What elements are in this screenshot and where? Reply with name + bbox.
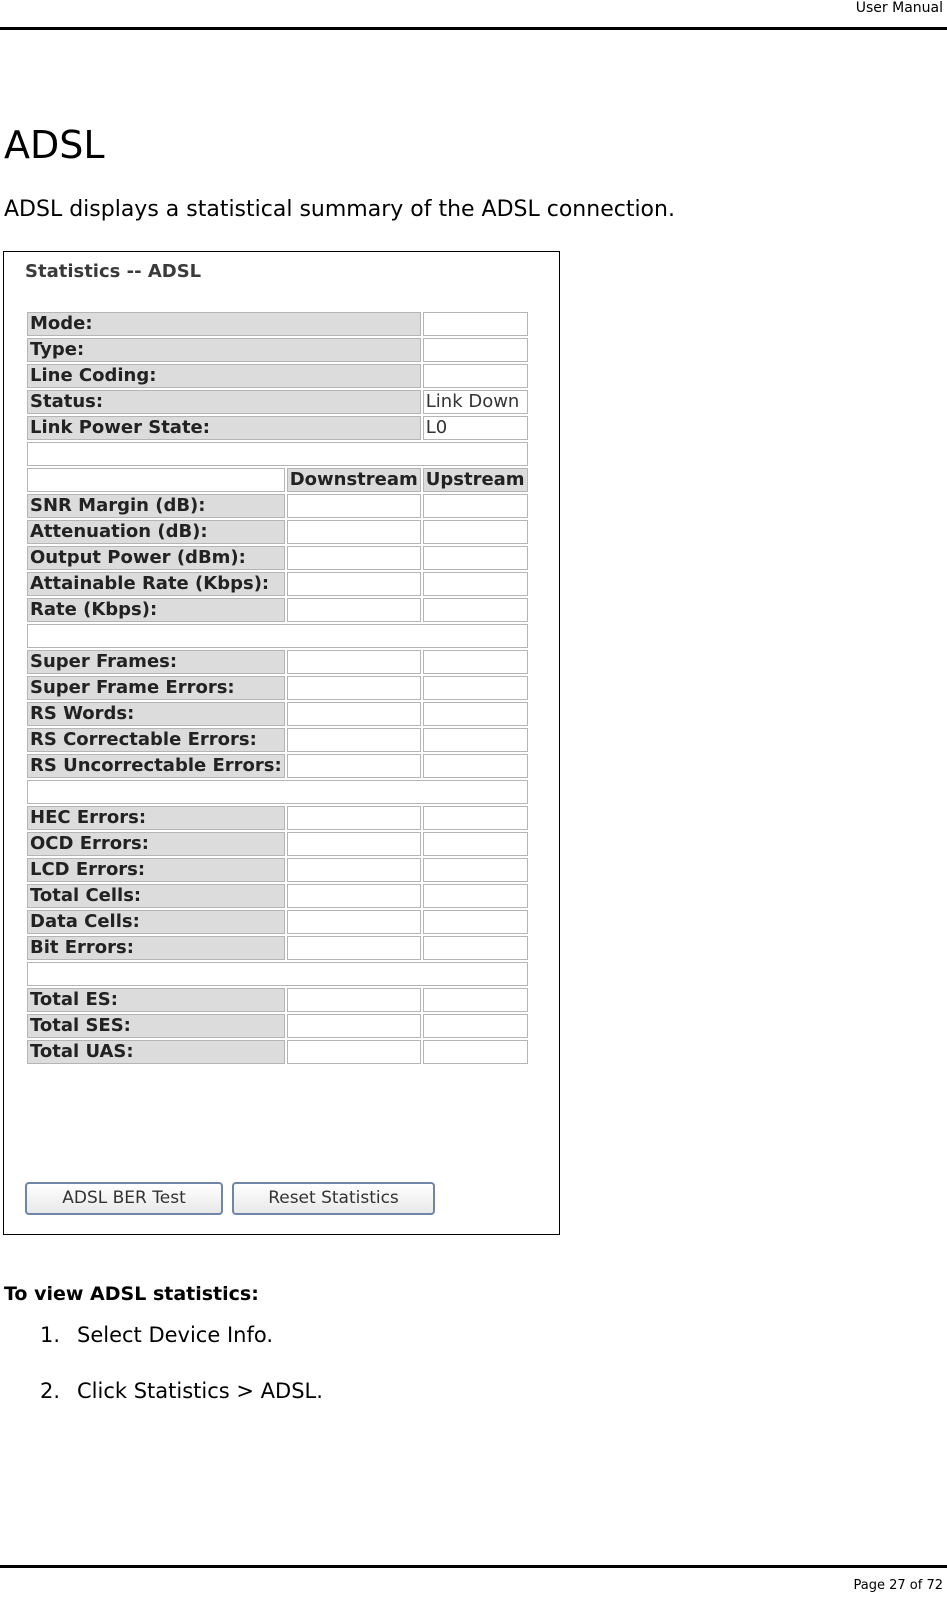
row-label: Data Cells: xyxy=(27,910,285,934)
table-row xyxy=(27,676,528,700)
page-number: Page 27 of 72 xyxy=(853,1578,943,1593)
row-label: Super Frames: xyxy=(27,650,285,674)
row-label: Type: xyxy=(27,338,421,362)
table-row xyxy=(27,1014,528,1038)
table-row xyxy=(27,910,528,934)
instruction-step: 2. Click Statistics > ADSL. xyxy=(40,1379,323,1403)
row-label: RS Correctable Errors: xyxy=(27,728,285,752)
table-row xyxy=(27,702,528,726)
row-label: SNR Margin (dB): xyxy=(27,494,285,518)
section-title: ADSL xyxy=(4,123,105,167)
row-value xyxy=(423,364,528,388)
row-label: RS Words: xyxy=(27,702,285,726)
adsl-statistics-screenshot xyxy=(3,251,560,1235)
row-value xyxy=(423,338,528,362)
instruction-step: 1. Select Device Info. xyxy=(40,1323,274,1347)
spacer-row xyxy=(27,780,528,804)
spacer-row xyxy=(27,962,528,986)
row-label: Total ES: xyxy=(27,988,285,1012)
table-row xyxy=(27,598,528,622)
table-row xyxy=(27,416,528,440)
row-value xyxy=(423,312,528,336)
table-row xyxy=(27,494,528,518)
panel-title: Statistics -- ADSL xyxy=(25,261,202,282)
column-header-row xyxy=(27,468,528,492)
row-label: Rate (Kbps): xyxy=(27,598,285,622)
table-row xyxy=(27,832,528,856)
table-row xyxy=(27,364,528,388)
row-label: Total UAS: xyxy=(27,1040,285,1064)
status-value: Link Down xyxy=(423,390,528,414)
row-label: HEC Errors: xyxy=(27,806,285,830)
table-row xyxy=(27,806,528,830)
table-row xyxy=(27,650,528,674)
footer-rule xyxy=(0,1565,947,1568)
table-row xyxy=(27,546,528,570)
row-label: LCD Errors: xyxy=(27,858,285,882)
adsl-statistics-table xyxy=(25,310,530,1066)
table-row xyxy=(27,390,528,414)
row-label: Link Power State: xyxy=(27,416,421,440)
row-label: Line Coding: xyxy=(27,364,421,388)
table-row xyxy=(27,1040,528,1064)
row-label: Output Power (dBm): xyxy=(27,546,285,570)
table-row xyxy=(27,572,528,596)
table-row xyxy=(27,988,528,1012)
row-label: Super Frame Errors: xyxy=(27,676,285,700)
reset-statistics-button[interactable]: Reset Statistics xyxy=(232,1182,435,1215)
header-label: User Manual xyxy=(855,0,943,16)
table-row xyxy=(27,858,528,882)
row-label: Total Cells: xyxy=(27,884,285,908)
downstream-header: Downstream xyxy=(287,468,421,492)
row-label: Attainable Rate (Kbps): xyxy=(27,572,285,596)
instructions-heading: To view ADSL statistics: xyxy=(4,1283,259,1305)
table-row xyxy=(27,312,528,336)
table-row xyxy=(27,520,528,544)
table-row xyxy=(27,754,528,778)
adsl-ber-test-button[interactable]: ADSL BER Test xyxy=(25,1182,223,1215)
header-rule xyxy=(0,27,947,30)
upstream-header: Upstream xyxy=(423,468,528,492)
row-label: Total SES: xyxy=(27,1014,285,1038)
spacer-row xyxy=(27,442,528,466)
table-row xyxy=(27,338,528,362)
row-label: Attenuation (dB): xyxy=(27,520,285,544)
row-label: OCD Errors: xyxy=(27,832,285,856)
power-state-value: L0 xyxy=(423,416,528,440)
table-row xyxy=(27,728,528,752)
row-label: Bit Errors: xyxy=(27,936,285,960)
table-row xyxy=(27,884,528,908)
spacer-row xyxy=(27,624,528,648)
table-row xyxy=(27,936,528,960)
row-label: Status: xyxy=(27,390,421,414)
section-intro: ADSL displays a statistical summary of the ADSL connection. xyxy=(4,197,675,222)
row-label: Mode: xyxy=(27,312,421,336)
row-label: RS Uncorrectable Errors: xyxy=(27,754,285,778)
